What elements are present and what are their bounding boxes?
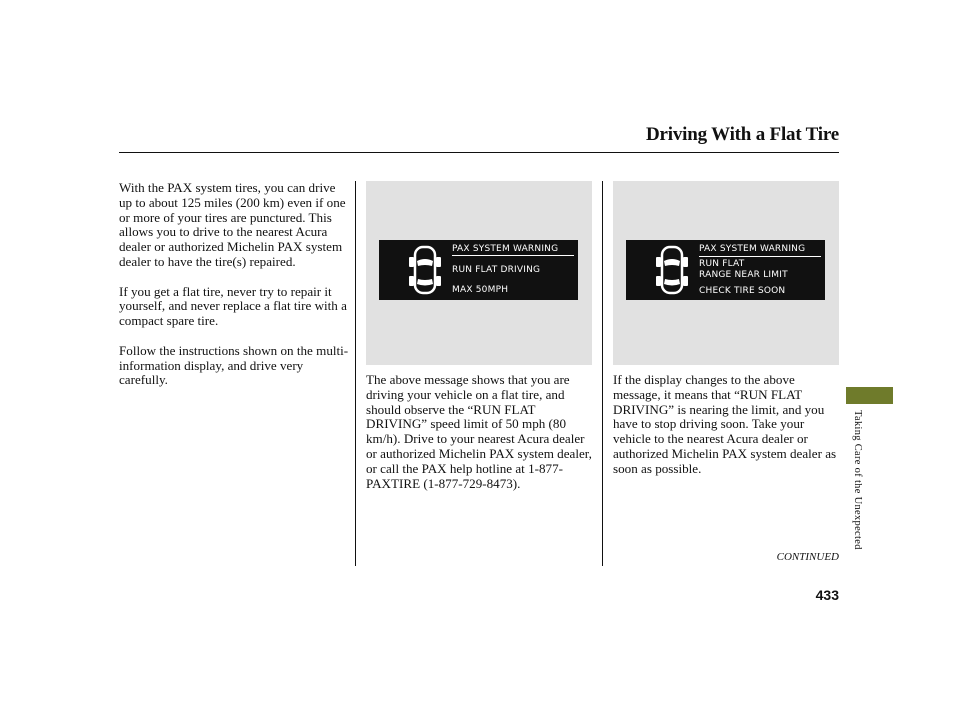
header-rule [119,152,839,153]
paragraph: With the PAX system tires, you can drive up to about 125 miles (200 km) even if one or more of your tires are punctured. This allows you to drive to the nearest Acura dealer or authorized Michelin PAX system dealer to have the tire(s) repaired. [119,180,346,269]
paragraph: The above message shows that you are driving your vehicle on a flat tire, and should observe the “RUN FLAT DRIVING” speed limit of 50 mph (80 km/h). Drive to your nearest Acura dealer or authorized Michelin PAX system dealer, or call the PAX help hotline at 1-877-PAXTIRE (1-877-729-8473). [366,372,592,491]
page-number: 433 [815,587,839,603]
display-line: MAX 50MPH [452,285,509,295]
car-top-view-icon [652,245,692,295]
multi-information-display [626,240,825,300]
display-message [699,244,821,297]
column-2 [366,373,594,506]
multi-information-display [379,240,578,300]
column-divider [602,181,603,566]
display-illustration-1 [366,181,592,365]
display-line: RUN FLAT DRIVING [452,265,541,275]
continued-label: CONTINUED [776,551,839,563]
paragraph: If the display changes to the above message, it means that “RUN FLAT DRIVING” is nearing the limit, and you have to stop driving soon. Take your vehicle to the nearest Acura dealer or authorized Michelin PAX system dealer as soon as possible. [613,372,837,476]
display-message [452,244,574,305]
section-label: Taking Care of the Unexpected [852,410,863,550]
column-3 [613,373,841,491]
display-line: PAX SYSTEM WARNING [699,244,821,257]
paragraph: If you get a flat tire, never try to repair it yourself, and never replace a flat tire with a compact spare tire. [119,283,347,329]
page-title: Driving With a Flat Tire [646,124,839,145]
display-line: RUN FLAT [699,259,745,269]
display-line: RANGE NEAR LIMIT [699,270,788,280]
column-1 [119,181,349,403]
display-line: CHECK TIRE SOON [699,286,786,296]
section-tab [846,387,893,404]
display-illustration-2 [613,181,839,365]
display-line: PAX SYSTEM WARNING [452,244,574,256]
column-divider [355,181,356,566]
paragraph: Follow the instructions shown on the multi-information display, and drive very carefully. [119,342,349,388]
car-top-view-icon [405,245,445,295]
